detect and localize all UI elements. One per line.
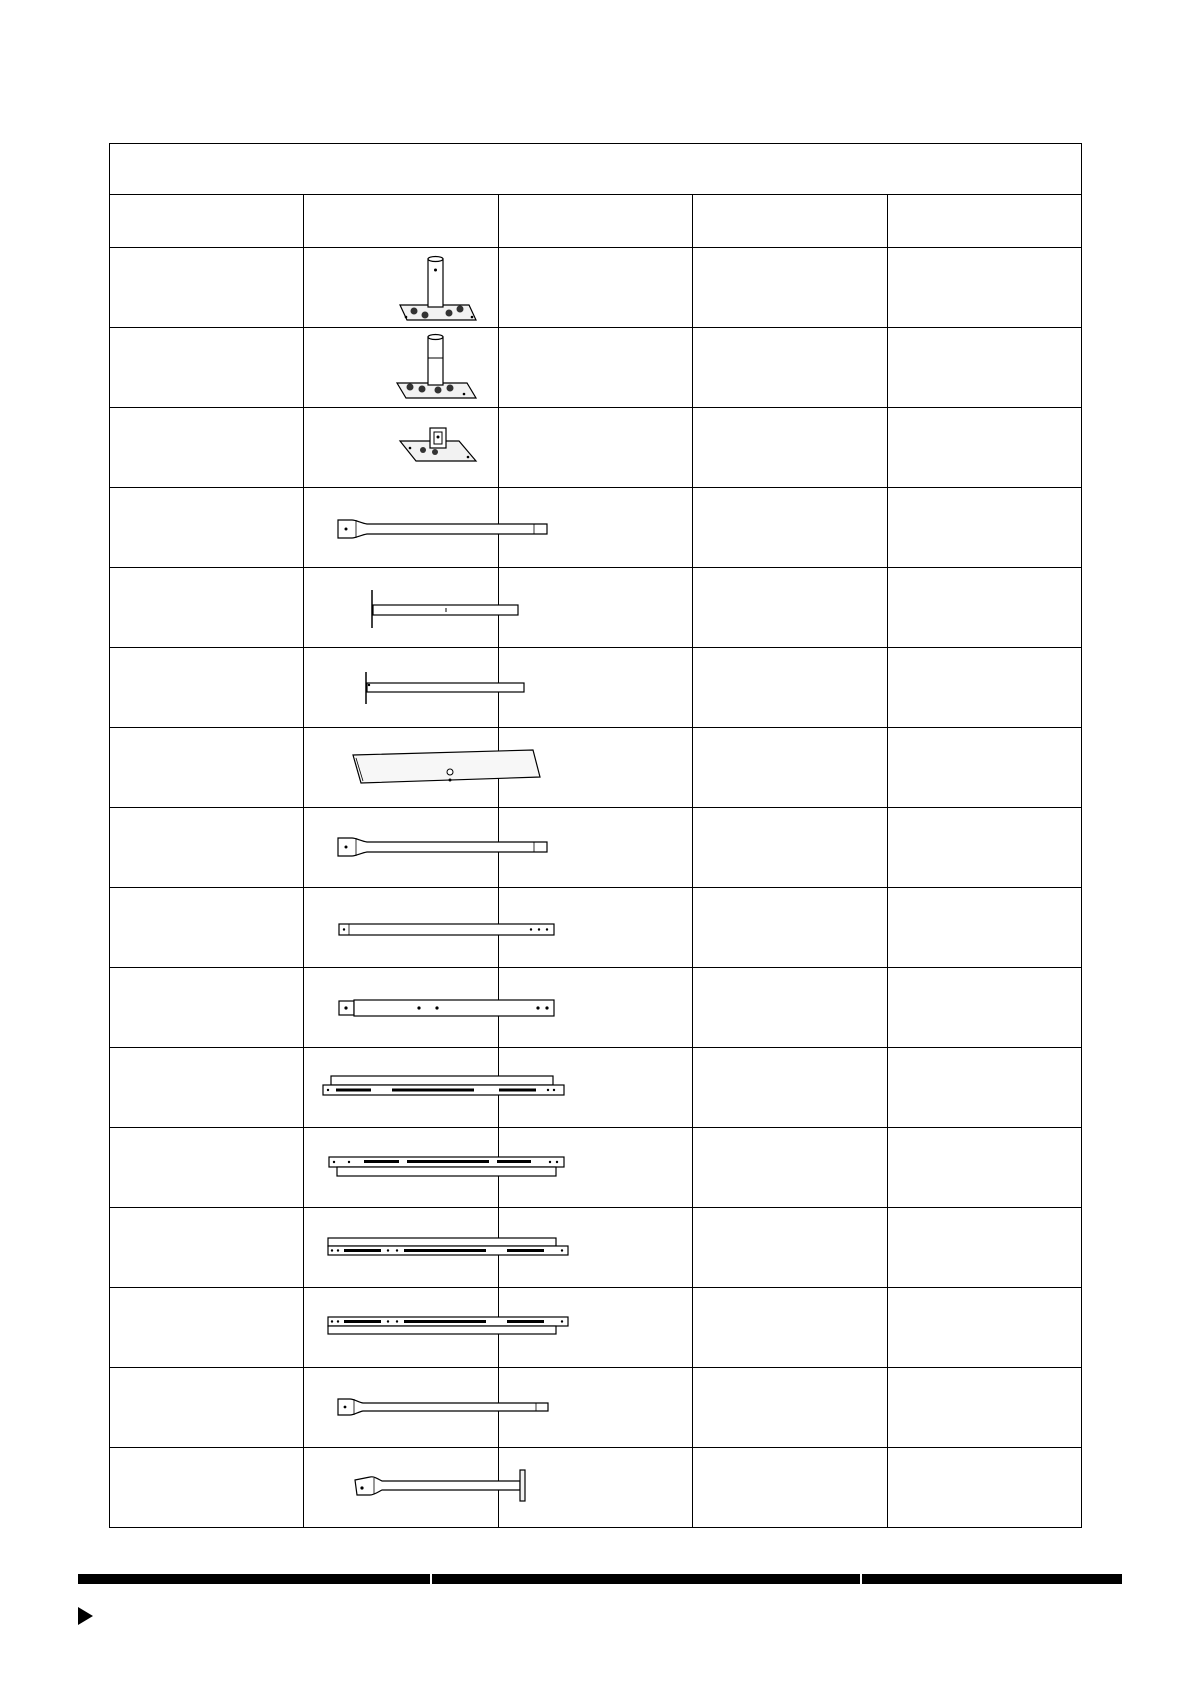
part-number-cell <box>110 408 304 488</box>
part-description-cell <box>498 568 692 648</box>
part-image-cell <box>304 1448 498 1528</box>
table-row <box>110 568 1082 648</box>
part-number-cell <box>110 488 304 568</box>
part-description-cell <box>498 248 692 328</box>
table-row <box>110 1048 1082 1128</box>
part-image-cell <box>304 408 498 488</box>
part-number-cell <box>110 648 304 728</box>
part-qty-cell <box>887 648 1081 728</box>
part-number-cell <box>110 728 304 808</box>
table-row <box>110 1448 1082 1528</box>
part-image-cell <box>304 1128 498 1208</box>
part-spec-cell <box>693 408 887 488</box>
part-number-cell <box>110 1208 304 1288</box>
part-spec-cell <box>693 888 887 968</box>
table-row <box>110 1288 1082 1368</box>
part-image-cell <box>304 248 498 328</box>
footer-rule <box>78 1574 1122 1584</box>
part-image-cell <box>304 1208 498 1288</box>
header-spec <box>693 195 887 248</box>
part-spec-cell <box>693 648 887 728</box>
header-no <box>110 195 304 248</box>
part-qty-cell <box>887 1448 1081 1528</box>
part-spec-cell <box>693 568 887 648</box>
part-number-cell <box>110 1448 304 1528</box>
part-spec-cell <box>693 728 887 808</box>
part-description-cell <box>498 1448 692 1528</box>
part-spec-cell <box>693 1048 887 1128</box>
part-image-cell <box>304 888 498 968</box>
table-row <box>110 1128 1082 1208</box>
table-row <box>110 728 1082 808</box>
table-row <box>110 408 1082 488</box>
part-spec-cell <box>693 968 887 1048</box>
part-spec-cell <box>693 488 887 568</box>
part-image-cell <box>304 1048 498 1128</box>
part-number-cell <box>110 1288 304 1368</box>
part-spec-cell <box>693 248 887 328</box>
part-number-cell <box>110 888 304 968</box>
part-number-cell <box>110 248 304 328</box>
part-spec-cell <box>693 1128 887 1208</box>
part-number-cell <box>110 1048 304 1128</box>
table-header-row <box>110 195 1082 248</box>
part-description-cell <box>498 408 692 488</box>
part-image-cell <box>304 1288 498 1368</box>
part-qty-cell <box>887 888 1081 968</box>
part-spec-cell <box>693 328 887 408</box>
part-qty-cell <box>887 248 1081 328</box>
part-spec-cell <box>693 808 887 888</box>
play-arrow-icon <box>78 1607 93 1625</box>
parts-list-table <box>109 143 1082 1528</box>
part-qty-cell <box>887 1288 1081 1368</box>
table-row <box>110 488 1082 568</box>
part-image-cell <box>304 328 498 408</box>
part-image-cell <box>304 728 498 808</box>
part-qty-cell <box>887 1368 1081 1448</box>
part-qty-cell <box>887 488 1081 568</box>
part-qty-cell <box>887 968 1081 1048</box>
part-image-cell <box>304 488 498 568</box>
part-spec-cell <box>693 1368 887 1448</box>
table-row <box>110 1368 1082 1448</box>
part-spec-cell <box>693 1288 887 1368</box>
table-title <box>110 144 1082 195</box>
part-number-cell <box>110 568 304 648</box>
part-image-cell <box>304 968 498 1048</box>
part-spec-cell <box>693 1208 887 1288</box>
table-row <box>110 248 1082 328</box>
part-qty-cell <box>887 1128 1081 1208</box>
part-number-cell <box>110 1368 304 1448</box>
part-image-cell <box>304 568 498 648</box>
part-qty-cell <box>887 1208 1081 1288</box>
table-title-row <box>110 144 1082 195</box>
part-image-cell <box>304 808 498 888</box>
table-row <box>110 328 1082 408</box>
part-number-cell <box>110 968 304 1048</box>
table-row <box>110 888 1082 968</box>
table-row <box>110 1208 1082 1288</box>
part-image-cell <box>304 648 498 728</box>
table-row <box>110 968 1082 1048</box>
header-qty <box>887 195 1081 248</box>
table-row <box>110 808 1082 888</box>
part-number-cell <box>110 808 304 888</box>
part-qty-cell <box>887 728 1081 808</box>
table-row <box>110 648 1082 728</box>
part-qty-cell <box>887 808 1081 888</box>
part-description-cell <box>498 328 692 408</box>
part-qty-cell <box>887 568 1081 648</box>
header-image <box>304 195 498 248</box>
part-qty-cell <box>887 408 1081 488</box>
part-qty-cell <box>887 1048 1081 1128</box>
header-description <box>498 195 692 248</box>
part-description-cell <box>498 648 692 728</box>
part-number-cell <box>110 1128 304 1208</box>
part-qty-cell <box>887 328 1081 408</box>
part-image-cell <box>304 1368 498 1448</box>
part-spec-cell <box>693 1448 887 1528</box>
part-number-cell <box>110 328 304 408</box>
